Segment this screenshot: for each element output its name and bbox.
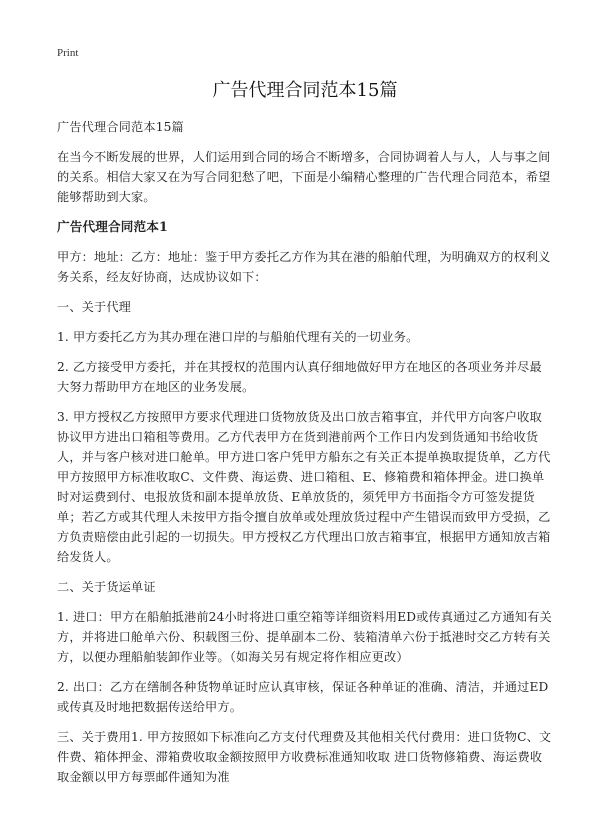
clause-item: 2. 乙方接受甲方委托，并在其授权的范围内认真仔细地做好甲方在地区的各项业务并尽最大努力帮助甲方在地区的业务发展。 [57, 360, 542, 394]
page-title: 广告代理合同范本15篇 [212, 80, 398, 101]
clause-heading-agency: 一、关于代理 [57, 300, 132, 314]
print-link[interactable]: Print [57, 47, 79, 59]
clause-item-fees: 三、关于费用1. 甲方按照如下标准向乙方支付代理费及其他相关代付费用：进口货物C、文件费、箱体押金、滞箱费收取金额按照甲方收费标准通知收取 进口货物修箱费、海运费收取金额以甲方每票邮件通知为准 [57, 730, 552, 784]
doc-subtitle: 广告代理合同范本15篇 [57, 120, 184, 134]
section-heading: 广告代理合同范本1 [57, 219, 168, 234]
clause-item: 1. 进口：甲方在船舶抵港前24小时将进口重空箱等详细资料用ED或传真通过乙方通知有关方，并将进口舱单六份、积载图三份、提单副本二份、装箱清单六份于抵港时交乙方转有关方，以便办理船舶装卸作业等。（如海关另有规定将作相应更改） [57, 610, 552, 664]
clause-item: 1. 甲方委托乙方为其办理在港口岸的与船舶代理有关的一切业务。 [57, 330, 419, 344]
intro-paragraph: 在当今不断发展的世界，人们运用到合同的场合不断增多，合同协调着人与人，人与事之间的关系。相信大家又在为写合同犯愁了吧，下面是小编精心整理的广告代理合同范本，希望能够帮助到大家。 [57, 150, 551, 204]
parties-paragraph: 甲方：地址：乙方：地址：鉴于甲方委托乙方作为其在港的船舶代理，为明确双方的权利义务关系，经友好协商，达成协议如下： [57, 250, 551, 284]
clause-item: 2. 出口：乙方在缮制各种货物单证时应认真审核，保证各种单证的准确、清洁，并通过ED或传真及时地把数据传送给甲方。 [57, 680, 549, 714]
document-body [57, 117, 553, 797]
clause-item: 3. 甲方授权乙方按照甲方要求代理进口货物放货及出口放吉箱事宜，并代甲方向客户收取协议甲方进出口箱租等费用。乙方代表甲方在货到港前两个工作日内发到货通知书给收货人，并与客户核对进口舱单。甲方进口客户凭甲方船东之有关正本提单换取提货单，乙方代甲方按照甲方标准收取C、文件费、海运费、进口箱租、E、修箱费和箱体押金。进口换单时对运费到付、电报放货和副本提单放货、E单放货的，须凭甲方书面指令方可签发提货单；若乙方或其代理人未按甲方指令擅自放单或处理放货过程中产生错误而致甲方受损，乙方负责赔偿由此引起的一切损失。甲方授权乙方代理出口放吉箱事宜，根据甲方通知放吉箱给发货人。 [57, 410, 551, 564]
clause-heading-documents: 二、关于货运单证 [57, 580, 156, 594]
